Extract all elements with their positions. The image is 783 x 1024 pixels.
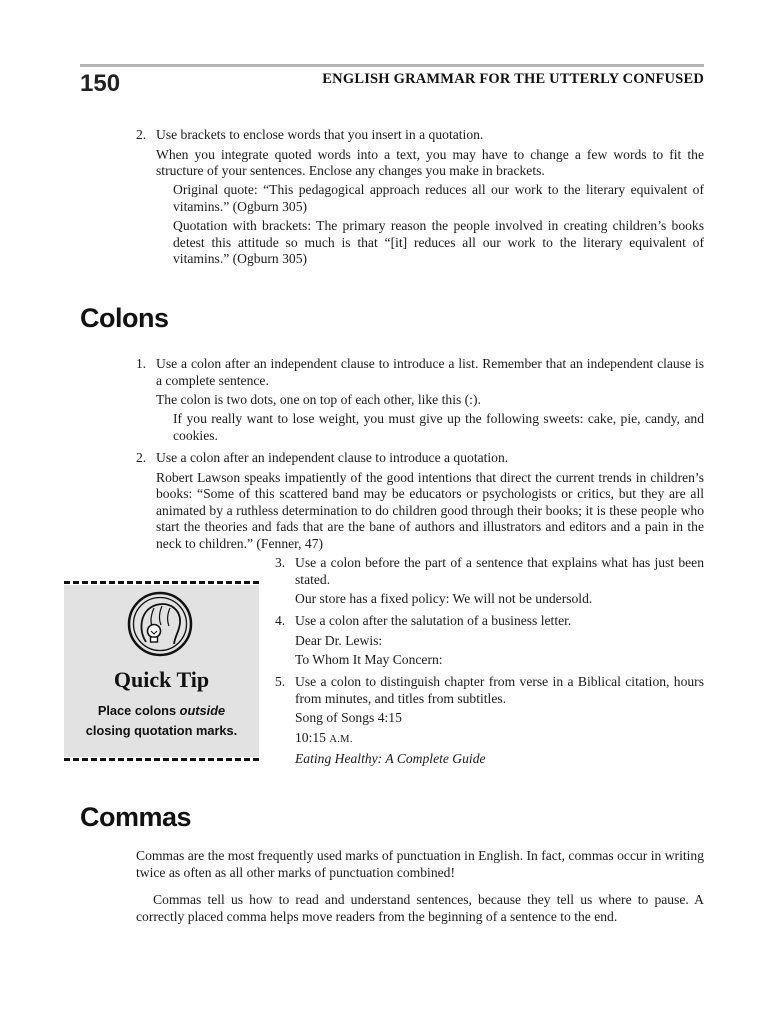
list-number: 2.	[136, 127, 147, 142]
tip-text-start: Place colons	[97, 703, 180, 718]
rule-text: Use a colon after the salutation of a business letter.	[295, 613, 572, 628]
quick-tip-title: Quick Tip	[113, 667, 210, 692]
colons-item-5	[275, 674, 704, 768]
list-number: 5.	[275, 674, 286, 689]
time-value: 10:15	[295, 729, 326, 745]
rule-text: Use a colon after an independent clause to introduce a list. Remember that an independent clause is a complete sentence.	[156, 356, 704, 388]
page-number: 150	[80, 70, 121, 97]
quick-tip-text	[64, 701, 259, 741]
commas-paragraph-1: Commas are the most frequently used marks of punctuation in English. In fact, commas occur in writing twice as often as all other marks of punctuation combined!	[136, 848, 704, 880]
commas-heading: Commas	[80, 802, 192, 832]
lightbulb-head-icon	[126, 590, 194, 658]
list-number: 3.	[275, 555, 286, 570]
colons-item-3	[275, 555, 704, 608]
list-number: 2.	[136, 450, 147, 465]
time-suffix: A.M.	[329, 733, 353, 745]
colons-heading: Colons	[80, 303, 169, 333]
example-text	[295, 730, 704, 749]
example-text: Song of Songs 4:15	[295, 710, 402, 725]
rule-text: Use a colon to distinguish chapter from verse in a Biblical citation, hours from minutes, and titles from subtitles.	[295, 674, 704, 706]
brackets-item-2	[136, 127, 704, 180]
rule-text: Use a colon after an independent clause to introduce a quotation.	[156, 450, 509, 465]
commas-paragraph-2: Commas tell us how to read and understand sentences, because they tell us where to pause. A correctly placed comma helps move readers from the beginning of a sentence to the end.	[136, 892, 704, 924]
original-quote: Original quote: “This pedagogical approach reduces all our work to the literary equivalent of vitamins.” (Ogburn 305)	[173, 182, 704, 214]
example-text: Dear Dr. Lewis:	[295, 632, 383, 648]
example-text: Robert Lawson speaks impatiently of the good intentions that direct the current trends in children’s books: “Some of this scattered band may be educators or psychologists or critics, but they are all animated by a ruthless determination to do children good through their books; it is these people who start the theories and fads that are the bane of authors and illustrators and editors and a pain in the neck to children.” (Fenner, 47)	[156, 469, 704, 551]
example-text: Eating Healthy: A Complete Guide	[295, 751, 486, 766]
tip-bottom-dashes	[64, 758, 259, 761]
header-rule	[80, 64, 704, 67]
colons-item-1	[136, 356, 704, 409]
rule-text: Use brackets to enclose words that you insert in a quotation.	[156, 127, 484, 142]
example-text: Our store has a fixed policy: We will not be undersold.	[295, 591, 593, 606]
note-text: The colon is two dots, one on top of each other, like this (:).	[156, 392, 481, 407]
explanation-text: When you integrate quoted words into a text, you may have to change a few words to fit the structure of your sentences. Enclose any changes you make in brackets.	[156, 146, 704, 178]
tip-text-end: closing quotation marks.	[85, 723, 238, 738]
list-number: 1.	[136, 356, 147, 371]
colons-item-2	[136, 450, 704, 552]
tip-top-dashes	[64, 581, 259, 584]
example-text: To Whom It May Concern:	[295, 652, 443, 667]
rule-text: Use a colon before the part of a sentence that explains what has just been stated.	[295, 555, 704, 587]
colons-example-1: If you really want to lose weight, you must give up the following sweets: cake, pie, candy, and cookies.	[173, 411, 704, 443]
colons-item-4	[275, 613, 704, 669]
tip-text-emphasis: outside	[179, 703, 226, 718]
list-number: 4.	[275, 613, 286, 628]
bracketed-quote: Quotation with brackets: The primary reason the people involved in creating children’s books detest this attitude so much is that “[it] reduces all our work to the literary equivalent of vitamins.” (Ogburn 305)	[173, 218, 704, 266]
running-title: ENGLISH GRAMMAR FOR THE UTTERLY CONFUSED	[322, 71, 704, 87]
